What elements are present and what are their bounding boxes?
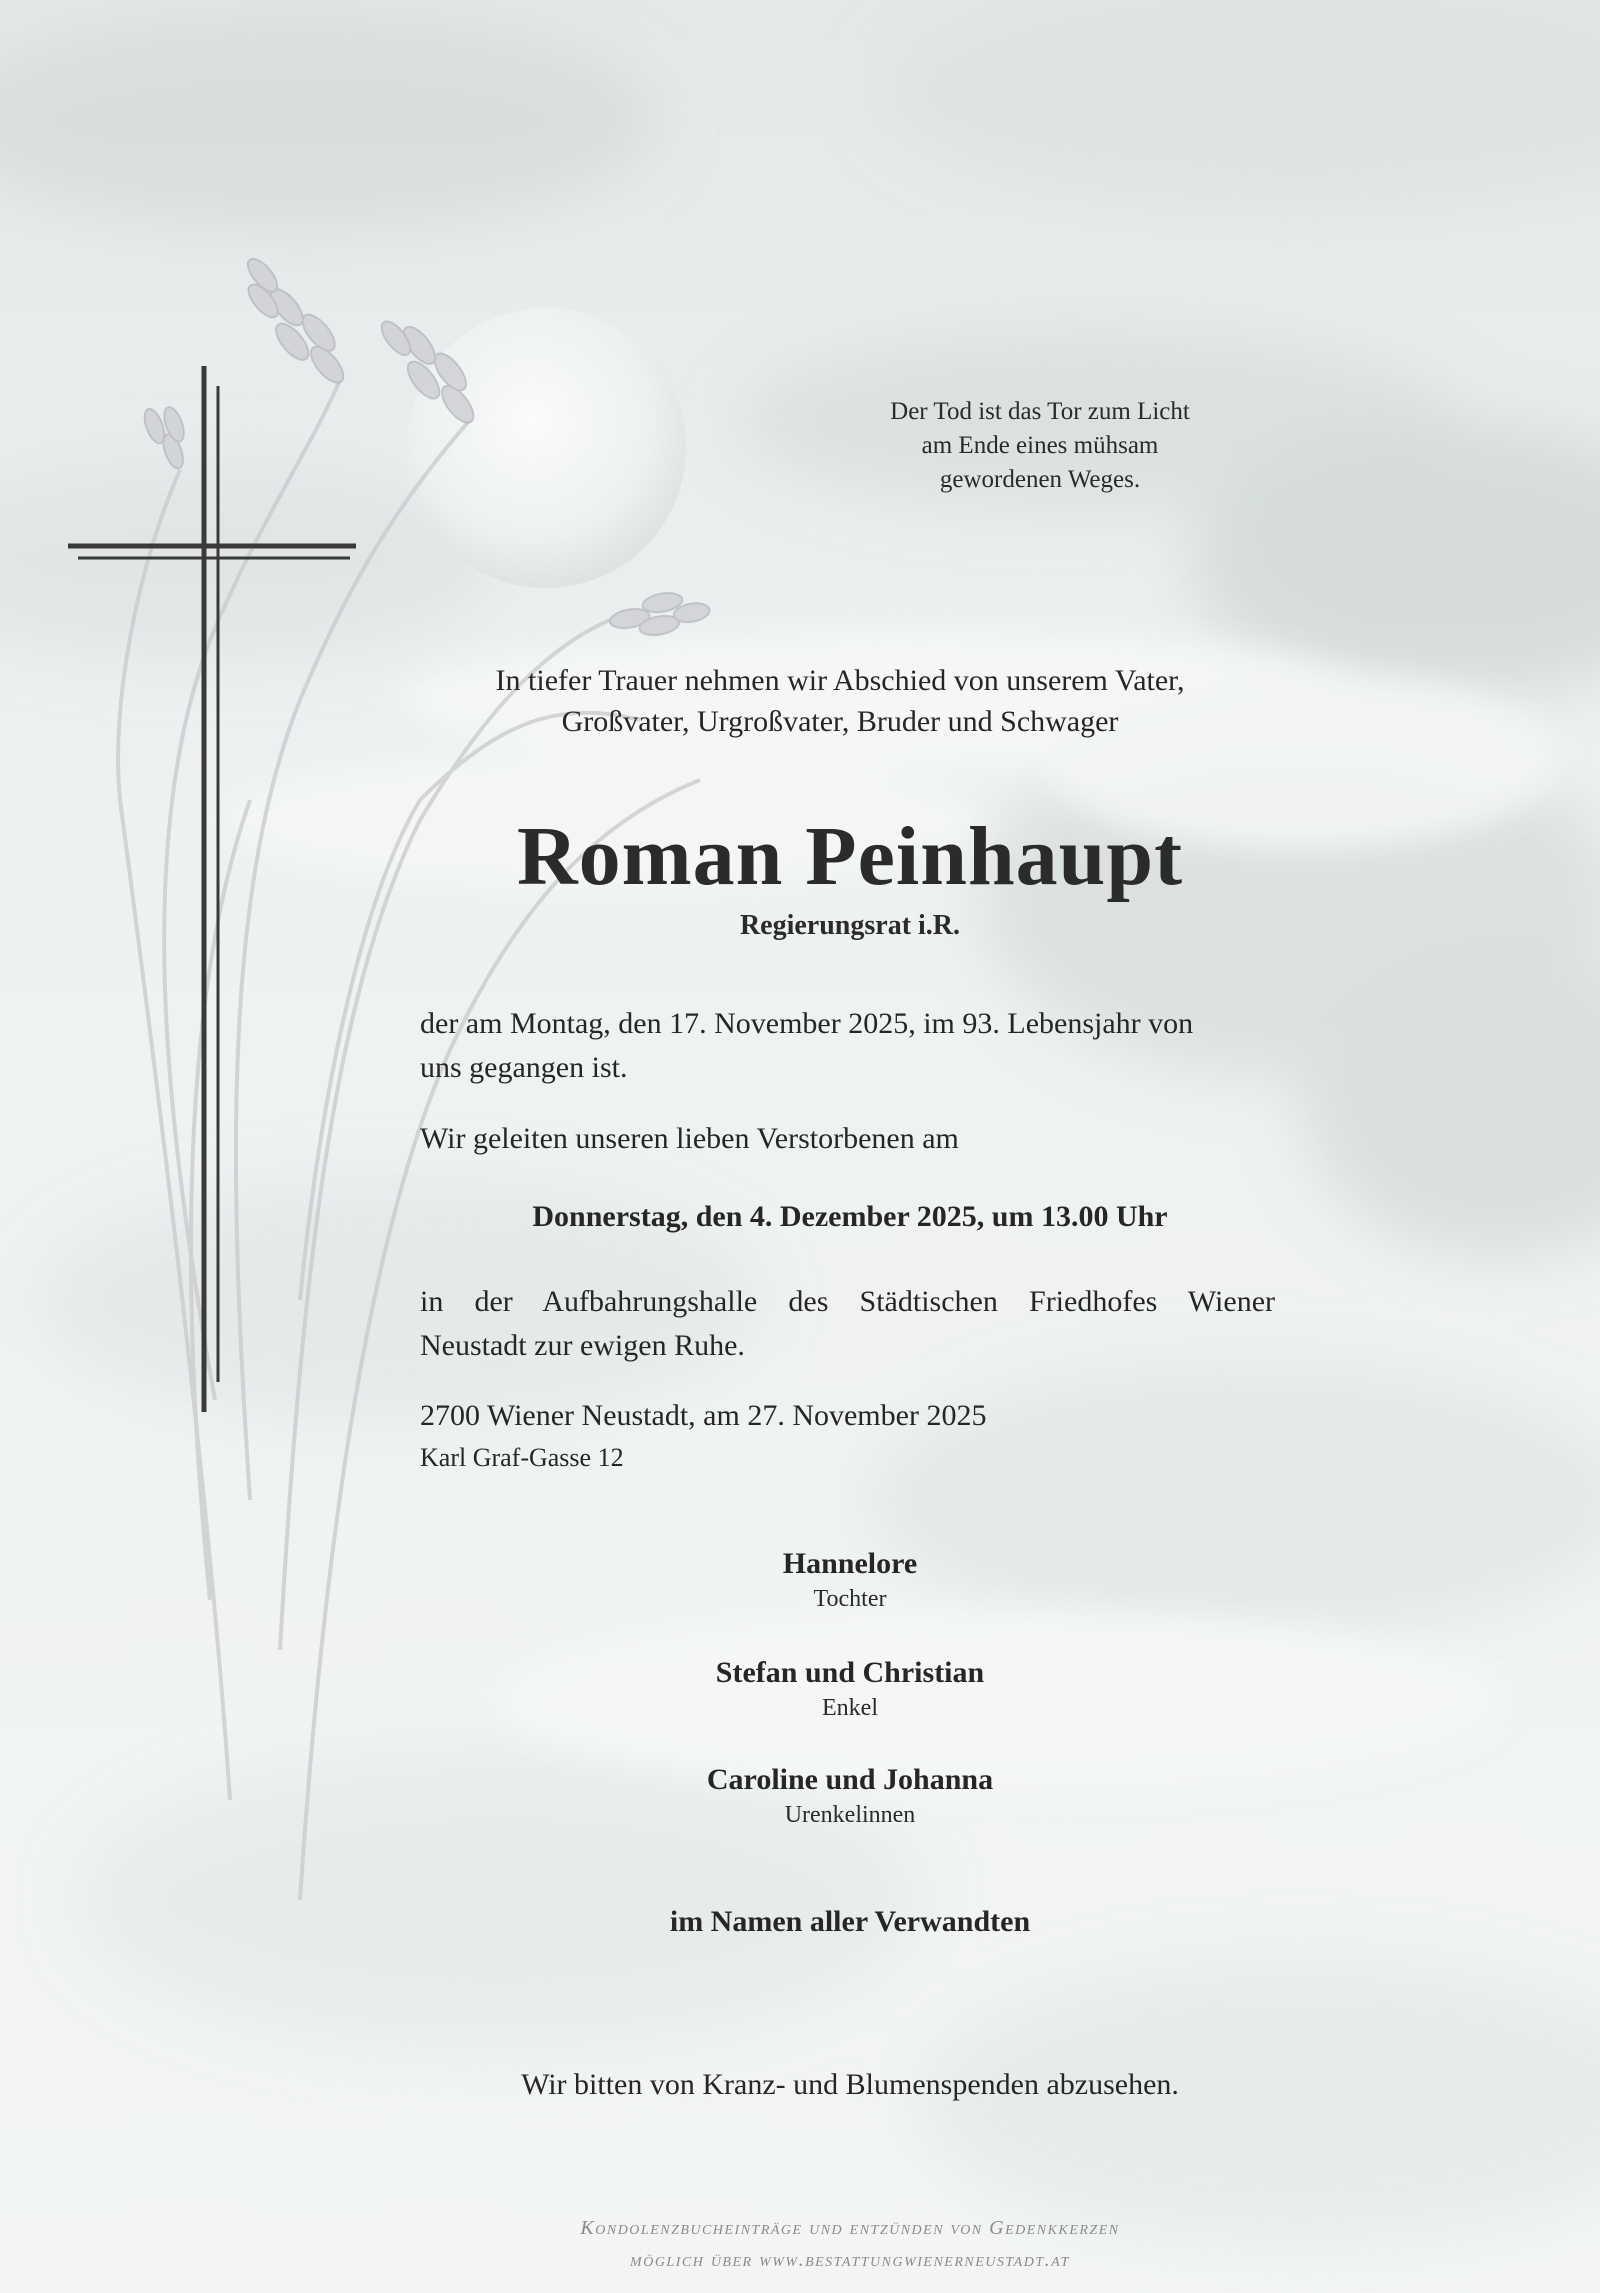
mourner-name: Hannelore: [782, 1547, 918, 1580]
mourner-name: Caroline und Johanna: [706, 1763, 994, 1796]
relatives-text: im Namen aller Verwandten: [669, 1905, 1031, 1938]
deceased-title: Regierungsrat i.R.: [739, 910, 961, 941]
mourner-name: Stefan und Christian: [715, 1656, 985, 1689]
mourner-relation: Enkel: [822, 1695, 878, 1721]
footer-line: Kondolenzbucheinträge und entzünden von Gedenkkerzen: [580, 2217, 1120, 2239]
sender-street: Karl Graf-Gasse 12: [420, 1443, 624, 1472]
death-notice-line: uns gegangen ist.: [420, 1051, 628, 1084]
flowers-note: Wir bitten von Kranz- und Blumenspenden abzusehen.: [521, 2068, 1179, 2101]
motto-line: am Ende eines mühsam: [921, 432, 1159, 459]
footer-line: möglich über www.bestattungwienerneustadt.at: [630, 2249, 1070, 2271]
motto-line: Der Tod ist das Tor zum Licht: [890, 398, 1190, 425]
intro-text: [400, 660, 1280, 742]
deceased-name: Roman Peinhaupt: [516, 810, 1184, 903]
intro-line: Großvater, Urgroßvater, Bruder und Schwager: [561, 705, 1119, 738]
mourner-relation: Urenkelinnen: [784, 1802, 916, 1828]
mourner-relation: Tochter: [813, 1586, 887, 1612]
mourner-entry: [500, 1545, 1200, 1615]
funeral-place: [420, 1280, 1275, 1368]
intro-line: In tiefer Trauer nehmen wir Abschied von unserem Vater,: [495, 664, 1185, 697]
funeral-place-line: Neustadt zur ewigen Ruhe.: [420, 1329, 745, 1362]
funeral-place-line: in der Aufbahrungshalle des Städtischen Friedhofes Wiener: [420, 1285, 1275, 1318]
mourner-entry: [500, 1654, 1200, 1724]
escort-text: Wir geleiten unseren lieben Verstorbenen am: [420, 1122, 959, 1155]
motto-line: gewordenen Weges.: [939, 466, 1141, 493]
death-notice-line: der am Montag, den 17. November 2025, im 93. Lebensjahr von: [420, 1007, 1194, 1040]
footer-note: [400, 2212, 1300, 2276]
funeral-date: Donnerstag, den 4. Dezember 2025, um 13.00 Uhr: [532, 1200, 1168, 1233]
mourner-entry: [500, 1761, 1200, 1831]
sender-place-date: 2700 Wiener Neustadt, am 27. November 2025: [420, 1399, 987, 1432]
motto-text: [820, 395, 1260, 497]
death-notice: [420, 1002, 1280, 1090]
